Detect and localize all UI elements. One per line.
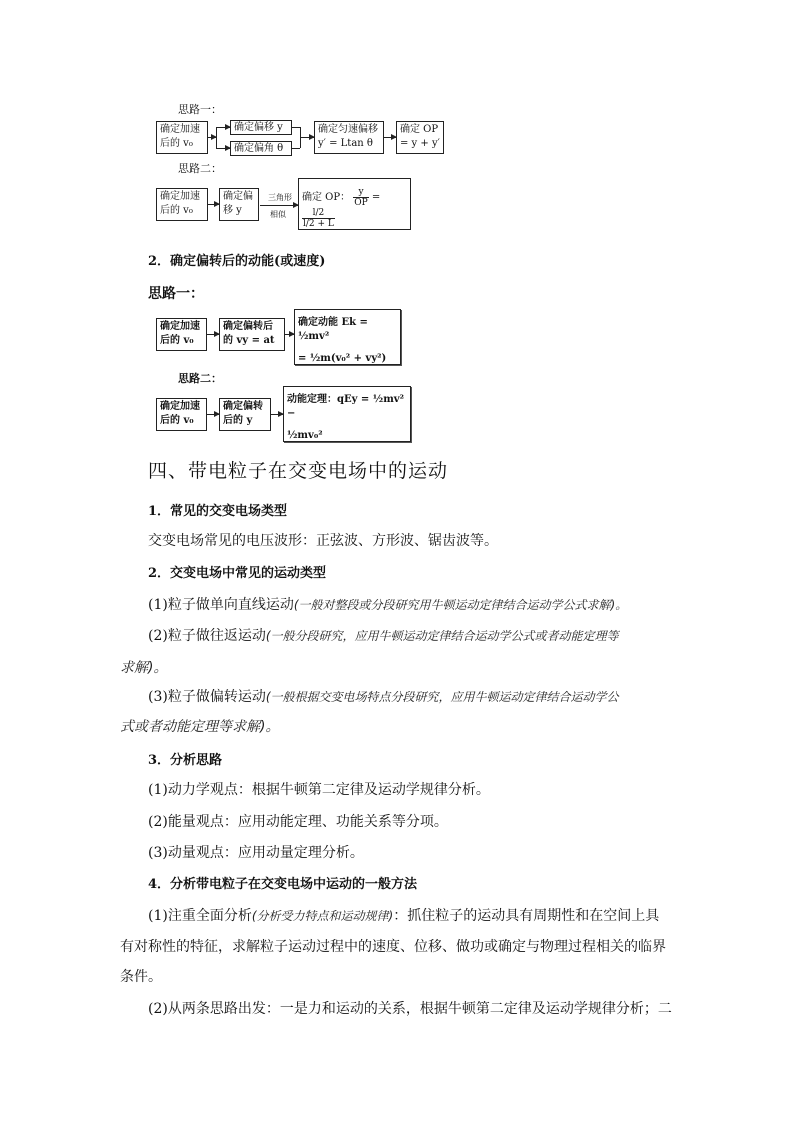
arrow-label-top: 三角形 xyxy=(268,193,292,202)
numerator: l/2 xyxy=(302,208,335,219)
paragraph-continuation: 有对称性的特征，求解粒子运动过程中的速度、位移、做功或确定与物理过程相关的临界 xyxy=(120,939,666,955)
box-accelerated-velocity xyxy=(156,121,208,154)
list-item: (1)动力学观点：根据牛顿第二定律及运动学规律分析。 xyxy=(148,782,490,798)
arrow-icon xyxy=(207,414,219,415)
paragraph-waveforms: 交变电场常见的电压波形：正弦波、方形波、锯齿波等。 xyxy=(148,533,498,549)
box-text: 后的 y xyxy=(223,415,253,426)
box-kinetic-energy xyxy=(294,309,401,365)
denominator: l/2 + L xyxy=(303,219,334,229)
arrow-icon xyxy=(207,334,219,335)
box-text: 确定动能 Ek = ½mv² xyxy=(298,317,368,342)
box-text: 确定偏转 xyxy=(223,401,263,412)
item-text: (3)粒子做偏转运动 xyxy=(148,689,266,705)
box-text: y′ = Ltan θ xyxy=(318,138,373,149)
box-uniform-offset xyxy=(314,121,384,154)
item-text: (2)粒子做往返运动 xyxy=(148,628,266,644)
box-text: 后的 v₀ xyxy=(160,335,194,346)
label-method1: 思路一： xyxy=(148,286,204,302)
list-item xyxy=(148,686,619,706)
box-text: ½mv₀² xyxy=(287,430,323,441)
item-note: (一般对整段或分段研究用牛顿运动定律结合运动学公式求解)。 xyxy=(293,598,628,612)
box-text: 后的 v₀ xyxy=(160,415,194,426)
box-text: 后的 v₀ xyxy=(160,138,193,149)
item-note: (分析受力特点和运动规律) xyxy=(251,909,394,923)
box-text: 的 vy = at xyxy=(223,335,275,346)
subheading-2: 2．交变电场中常见的运动类型 xyxy=(148,566,327,581)
list-item: (2)能量观点：应用动能定理、功能关系等分项。 xyxy=(148,814,448,830)
box-text: 移 y xyxy=(223,205,242,216)
item-text: ：抓住粒子的运动具有周期性和在空间上具 xyxy=(393,908,660,924)
item-text: (1)注重全面分析 xyxy=(148,908,252,924)
heading-section-4: 四、带电粒子在交变电场中的运动 xyxy=(148,460,449,482)
list-item xyxy=(148,625,619,645)
list-item: (3)动量观点：应用动量定理分析。 xyxy=(148,845,364,861)
item-note: (一般根据交变电场特点分段研究，应用牛顿运动定律结合运动学公 xyxy=(265,690,619,704)
box-text: 确定偏转后 xyxy=(223,321,273,332)
box-vy xyxy=(219,318,285,351)
arrow-icon xyxy=(384,137,396,138)
box-accelerated-velocity-3 xyxy=(156,318,207,351)
list-item xyxy=(148,594,627,614)
arrow-icon xyxy=(285,334,294,335)
connector-line xyxy=(292,127,300,128)
box-text: 确定 OP： xyxy=(302,192,351,203)
box-op xyxy=(396,121,444,154)
fraction xyxy=(302,208,335,229)
arrow-icon xyxy=(300,137,314,138)
box-offset-y: 确定偏移 y xyxy=(230,120,292,135)
box-text: 确定加速 xyxy=(160,191,200,202)
box-text: 确定加速 xyxy=(160,124,200,135)
box-text: 后的 v₀ xyxy=(160,205,193,216)
arrow-icon xyxy=(271,414,283,415)
box-text: 确定加速 xyxy=(160,321,200,332)
connector-line xyxy=(208,137,216,138)
box-text: 确定匀速偏移 xyxy=(318,124,378,135)
subheading-4: 4．分析带电粒子在交变电场中运动的一般方法 xyxy=(148,877,418,892)
box-text: 确定偏 xyxy=(223,191,253,202)
item-note: (一般分段研究，应用牛顿运动定律结合运动学公式或者动能定理等 xyxy=(265,629,619,643)
item-note-continuation: 求解)。 xyxy=(120,660,168,676)
section-title-kinetic-energy: 2．确定偏转后的动能(或速度) xyxy=(148,254,326,269)
connector-line xyxy=(292,148,300,149)
diagram1-label-method1: 思路一： xyxy=(178,103,222,116)
fraction xyxy=(353,187,368,208)
box-text: 动能定理：qEy = ½mv² − xyxy=(287,394,404,419)
branch-line xyxy=(216,127,217,148)
box-accelerated-velocity-4 xyxy=(156,398,207,431)
arrow-icon xyxy=(216,148,230,149)
diagram2-label-method2: 思路二： xyxy=(178,372,222,385)
list-item: (2)从两条思路出发：一是力和运动的关系，根据牛顿第二定律及运动学规律分析；二 xyxy=(148,1001,672,1017)
box-text: 确定 OP xyxy=(400,124,439,135)
box-text: = y + y′ xyxy=(400,138,440,149)
arrow-icon xyxy=(216,127,230,128)
box-work-energy-theorem xyxy=(283,386,411,442)
box-offset-y-2 xyxy=(219,188,259,221)
subheading-1: 1．常见的交变电场类型 xyxy=(148,504,288,519)
paragraph-continuation: 条件。 xyxy=(120,969,162,985)
box-text: = ½m(v₀² + vy²) xyxy=(298,353,387,364)
arrow-label-bottom: 相似 xyxy=(270,210,286,219)
box-accelerated-velocity-2 xyxy=(156,188,208,221)
arrow-icon xyxy=(260,205,298,206)
list-item xyxy=(148,905,659,925)
numerator: y xyxy=(353,187,368,198)
subheading-3: 3．分析思路 xyxy=(148,753,223,768)
equals-sign: = xyxy=(371,192,381,203)
item-text: (1)粒子做单向直线运动 xyxy=(148,597,294,613)
box-deflection-y xyxy=(219,398,271,431)
diagram1-label-method2: 思路二： xyxy=(178,162,222,175)
box-angle-theta: 确定偏角 θ xyxy=(230,141,292,156)
arrow-icon xyxy=(208,204,219,205)
box-op-ratio xyxy=(298,178,411,230)
item-note-continuation: 式或者动能定理等求解)。 xyxy=(120,719,280,735)
box-text: 确定加速 xyxy=(160,401,200,412)
denominator: OP xyxy=(354,198,368,208)
